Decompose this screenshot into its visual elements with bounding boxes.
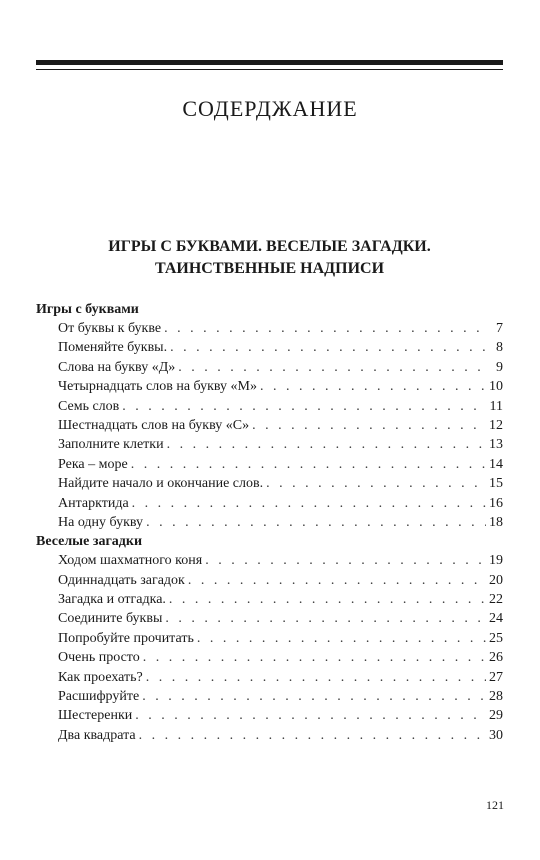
- dot-leader: [132, 494, 486, 513]
- toc-entry-title: Как проехать?: [58, 669, 143, 685]
- toc-entry: [36, 629, 503, 648]
- toc-entry: [36, 416, 503, 435]
- toc-entry-page: 10: [489, 379, 503, 395]
- toc-entry: [36, 648, 503, 667]
- toc-entry-page: 13: [489, 437, 503, 453]
- table-of-contents: [36, 300, 503, 745]
- toc-entry-page: 19: [489, 553, 503, 569]
- dot-leader: [164, 319, 486, 338]
- toc-entry-page: 29: [489, 708, 503, 724]
- toc-entry-page: 9: [496, 359, 503, 375]
- dot-leader: [135, 706, 486, 725]
- dot-leader: [146, 513, 486, 532]
- toc-entry: [36, 338, 503, 357]
- toc-entry-title: Заполните клетки: [58, 437, 164, 453]
- toc-entry: [36, 377, 503, 396]
- toc-entry-page: 8: [496, 340, 503, 356]
- toc-entry: [36, 590, 503, 609]
- dot-leader: [143, 648, 486, 667]
- dot-leader: [122, 397, 486, 416]
- toc-entry: [36, 358, 503, 377]
- toc-entry-title: Найдите начало и окончание слов.: [58, 476, 264, 492]
- toc-entry: [36, 726, 503, 745]
- header-rule-thin: [36, 69, 503, 70]
- dot-leader: [169, 590, 486, 609]
- toc-entry-page: 14: [489, 456, 503, 472]
- toc-entry: [36, 319, 503, 338]
- toc-group-title: Веселые загадки: [36, 534, 143, 550]
- dot-leader: [252, 416, 486, 435]
- toc-entry-title: Шестнадцать слов на букву «С»: [58, 417, 250, 433]
- toc-entry-page: 20: [489, 572, 503, 588]
- toc-entry-title: Слова на букву «Д»: [58, 359, 176, 375]
- toc-entry-title: Антарктида: [58, 495, 129, 511]
- toc-entry-title: Попробуйте прочитать: [58, 630, 194, 646]
- toc-entry-title: Очень просто: [58, 650, 140, 666]
- toc-entry: [36, 551, 503, 570]
- toc-entry-page: 12: [489, 417, 503, 433]
- toc-entry-title: Загадка и отгадка.: [58, 592, 166, 608]
- dot-leader: [131, 455, 486, 474]
- dot-leader: [165, 609, 486, 628]
- toc-entry-page: 25: [489, 630, 503, 646]
- toc-entry-page: 11: [489, 398, 503, 414]
- toc-entry: [36, 513, 503, 532]
- toc-entry-title: Семь слов: [58, 398, 120, 414]
- toc-entry-title: Расшифруйте: [58, 689, 140, 705]
- toc-entry: [36, 687, 503, 706]
- header-rule-thick: [36, 60, 503, 65]
- toc-entry-page: 24: [489, 611, 503, 627]
- toc-entry-title: Два квадрата: [58, 727, 136, 743]
- dot-leader: [142, 687, 486, 706]
- toc-entry-page: 7: [496, 321, 503, 336]
- dot-leader: [178, 358, 486, 377]
- toc-entry: [36, 706, 503, 725]
- toc-entry: [36, 435, 503, 454]
- toc-entry-title: От буквы к букве: [58, 321, 162, 336]
- toc-entry-title: Поменяйте буквы.: [58, 340, 168, 356]
- page-title: СОДЕРДЖАНИЕ: [182, 96, 358, 121]
- section-heading: [36, 236, 503, 280]
- toc-entry-title: Река – море: [58, 456, 128, 472]
- toc-entry-title: Четырнадцать слов на букву «М»: [58, 379, 258, 395]
- toc-entry: [36, 571, 503, 590]
- toc-group-title: Игры с буквами: [36, 302, 139, 317]
- dot-leader: [167, 435, 486, 454]
- dot-leader: [146, 668, 486, 687]
- toc-entry: [36, 474, 503, 493]
- toc-entry: [36, 494, 503, 513]
- toc-entry: [36, 397, 503, 416]
- toc-entry-title: Соедините буквы: [58, 611, 163, 627]
- dot-leader: [266, 474, 486, 493]
- toc-entry-title: На одну букву: [58, 514, 144, 530]
- toc-entry-page: 15: [489, 476, 503, 492]
- toc-entry: [36, 609, 503, 628]
- toc-entry-title: Одиннадцать загадок: [58, 572, 185, 588]
- toc-entry-title: Ходом шахматного коня: [58, 553, 203, 569]
- dot-leader: [170, 338, 486, 357]
- page-number: 121: [486, 798, 504, 812]
- toc-entry-page: 26: [489, 650, 503, 666]
- toc-entry-page: 22: [489, 592, 503, 608]
- toc-entry-title: Шестеренки: [58, 708, 133, 724]
- toc-entry-page: 16: [489, 495, 503, 511]
- toc-entry-page: 28: [489, 689, 503, 705]
- toc-entry-page: 27: [489, 669, 503, 685]
- dot-leader: [188, 571, 486, 590]
- section-heading-line-1: ИГРЫ С БУКВАМИ. ВЕСЕЛЫЕ ЗАГАДКИ.: [108, 238, 431, 255]
- dot-leader: [139, 726, 486, 745]
- toc-entry-page: 18: [489, 514, 503, 530]
- toc-entry: [36, 668, 503, 687]
- dot-leader: [260, 377, 486, 396]
- section-heading-line-2: ТАИНСТВЕННЫЕ НАДПИСИ: [154, 260, 385, 277]
- dot-leader: [197, 629, 486, 648]
- toc-entry: [36, 455, 503, 474]
- toc-entry-page: 30: [489, 727, 503, 743]
- dot-leader: [205, 551, 486, 570]
